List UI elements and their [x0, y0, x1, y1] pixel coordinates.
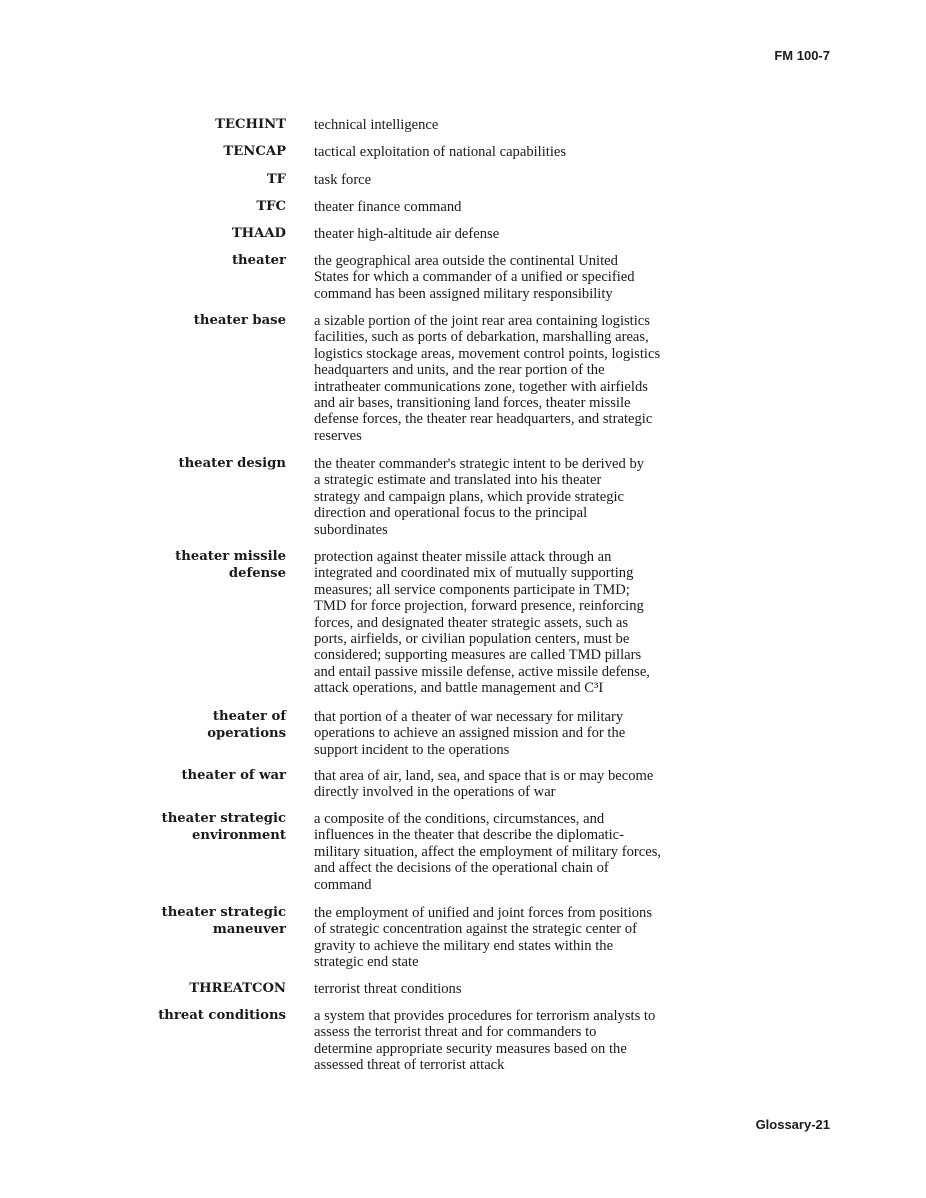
term: TENCAP [223, 144, 286, 159]
term: THAAD [231, 226, 286, 241]
term: theater strategic maneuver [161, 905, 286, 937]
term: TFC [256, 199, 286, 214]
definition: the geographical area outside the continental United States for which a commander of a unified or specified command has been assigned military responsibility [314, 253, 635, 302]
definition: the theater commander's strategic intent to be derived by a strategic estimate and translated into his theater strategy and campaign plans, which provide strategic direction and operational focus to the principal subordinates [314, 456, 645, 538]
definition: the employment of unified and joint forces from positions of strategic concentration against the strategic center of gravity to achieve the military end states within the strategic end state [314, 905, 653, 971]
term: theater [231, 253, 286, 268]
definition: task force [314, 172, 372, 188]
definition: a sizable portion of the joint rear area containing logistics facilities, such as ports of debarkation, marshalling areas, logistics stockage areas, movement control points, logistics headquarters and units, and the rear portion of the intratheater communications zone, together with airfields and air bases, transitioning land forces, theater missile defense forces, the theater rear headquarters, and strategic reserves [314, 313, 661, 444]
term: theater missile defense [175, 549, 286, 581]
term: theater of operations [207, 709, 286, 741]
definition: a system that provides procedures for terrorism analysts to assess the terrorist threat and for commanders to determine appropriate security measures based on the assessed threat of terrorist attack [314, 1008, 656, 1074]
term: TF [266, 172, 286, 187]
definition: protection against theater missile attack through an integrated and coordinated mix of mutually supporting measures; all service components participate in TMD; TMD for force projection, forward presence, reinforcing forces, and designated theater strategic assets, such as ports, airfields, or civilian population centers, must be considered; supporting measures are called TMD pillars and entail passive missile defense, active missile defense, attack operations, and battle management and C³I [314, 549, 650, 697]
term: THREATCON [189, 981, 286, 996]
definition: tactical exploitation of national capabilities [314, 144, 567, 160]
definition: theater high-altitude air defense [314, 226, 500, 242]
definition: that area of air, land, sea, and space that is or may become directly involved in the operations of war [314, 768, 654, 801]
term: theater strategic environment [161, 811, 286, 843]
definition: theater finance command [314, 199, 462, 215]
document-id: FM 100-7 [774, 48, 830, 63]
definition: terrorist threat conditions [314, 981, 462, 997]
term: theater base [193, 313, 286, 328]
term: threat conditions [158, 1008, 286, 1023]
term: theater design [178, 456, 286, 471]
definition: a composite of the conditions, circumstances, and influences in the theater that describe the diplomatic- military situation, affect the employment of military forces, and affect the decisions of the operational chain of command [314, 811, 662, 893]
term: theater of war [181, 768, 286, 783]
definition: that portion of a theater of war necessary for military operations to achieve an assigned mission and for the support incident to the operations [314, 709, 626, 758]
term: TECHINT [215, 117, 286, 132]
page-number: Glossary-21 [755, 1117, 830, 1132]
definition: technical intelligence [314, 117, 439, 133]
